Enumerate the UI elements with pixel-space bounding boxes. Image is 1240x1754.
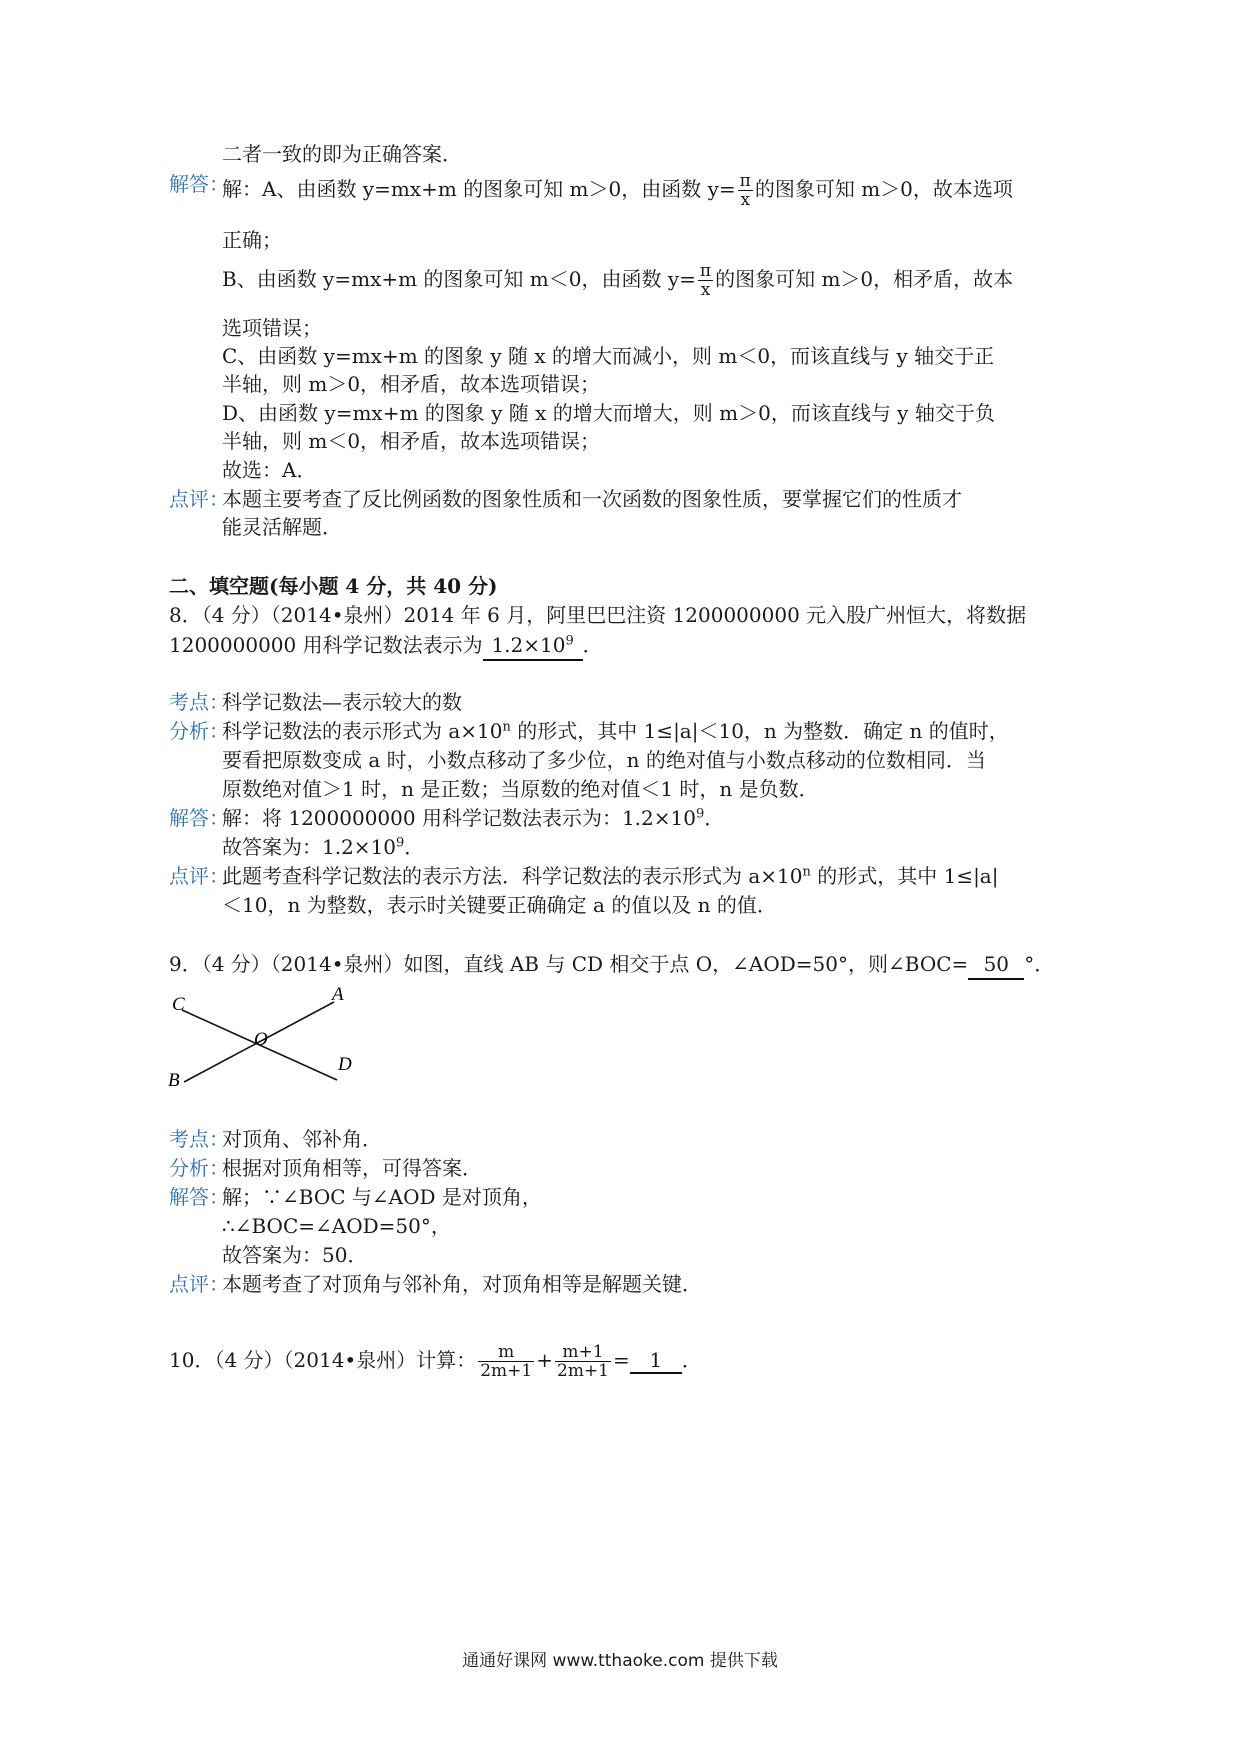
q8-fenxi-post: 的形式，其中 1≤|a|＜10，n 为整数．确定 n 的值时， <box>510 719 1009 743</box>
q10-eq: = <box>613 1348 630 1372</box>
q10-fraction-1 <box>478 1343 534 1380</box>
q10-f2-numerator: m+1 <box>555 1343 611 1362</box>
q9-fenxi-label: 分析： <box>169 1156 229 1180</box>
answer-d-line2: 半轴，则 m＜0，相矛盾，故本选项错误； <box>222 429 601 453</box>
fraction-numerator: π <box>699 261 712 281</box>
q9-dianping-label: 点评： <box>169 1272 229 1296</box>
q8-dianping-pre: 此题考查科学记数法的表示方法．科学记数法的表示形式为 a×10 <box>222 864 803 888</box>
q9-fenxi: 根据对顶角相等，可得答案． <box>222 1156 482 1180</box>
section-title: 二、填空题(每小题 4 分，共 40 分) <box>169 574 498 598</box>
answer-option-a <box>222 172 1013 209</box>
intersecting-lines-figure <box>162 982 372 1094</box>
answer-b-line2: 选项错误； <box>222 316 322 340</box>
q9-kaodian-label: 考点： <box>169 1127 229 1151</box>
q9-line1 <box>169 950 1054 980</box>
analysis-tail: 二者一致的即为正确答案． <box>222 142 462 166</box>
answer-a-pre: 解：A、由函数 y=mx+m 的图象可知 m＞0，由函数 y= <box>222 177 736 201</box>
q8-fenxi-line2: 要看把原数变成 a 时，小数点移动了多少位，n 的绝对值与小数点移动的位数相同．当 <box>222 748 986 772</box>
comment-label: 点评： <box>169 487 229 511</box>
answer-option-b <box>222 262 1013 299</box>
q8-line2 <box>169 631 603 661</box>
figure-label-a: A <box>332 984 344 1005</box>
comment-line1: 本题主要考查了反比例函数的图象性质和一次函数的图象性质，要掌握它们的性质才 <box>222 487 962 511</box>
q8-dianping-label: 点评： <box>169 864 229 888</box>
answer-choice: 故选：A． <box>222 458 317 482</box>
q8-fenxi-exp: n <box>502 719 511 735</box>
answer-c-line1: C、由函数 y=mx+m 的图象 y 随 x 的增大而减小，则 m＜0，而该直线与 y 轴交于正 <box>222 344 995 368</box>
q10-line <box>169 1338 702 1382</box>
q10-f1-numerator: m <box>478 1343 534 1362</box>
fraction-denominator: x <box>740 190 751 210</box>
q8-dianping-line1 <box>222 862 998 890</box>
q8-line2-pre: 1200000000 用科学记数法表示为 <box>169 633 483 657</box>
page-footer: 通通好课网 www.tthaoke.com 提供下载 <box>462 1651 778 1671</box>
fraction-pi-over-x-b <box>698 262 713 299</box>
answer-a-post: 的图象可知 m＞0，故本选项 <box>754 177 1013 201</box>
q9-jieda-line3: 故答案为：50． <box>222 1243 368 1267</box>
q8-dianping-post: 的形式，其中 1≤|a| <box>810 864 999 888</box>
q8-jieda-post: ． <box>704 806 725 830</box>
q8-kaodian: 科学记数法—表示较大的数 <box>222 690 462 714</box>
answer-a-line2: 正确； <box>222 228 282 252</box>
q8-jieda2-exp: 9 <box>396 835 405 851</box>
fraction-pi-over-x <box>738 172 753 209</box>
answer-c-line2: 半轴，则 m＞0，相矛盾，故本选项错误； <box>222 372 601 396</box>
q8-answer-base: 1.2×10 <box>491 633 566 657</box>
q10-f2-denominator: 2m+1 <box>557 1361 609 1381</box>
q9-dianping: 本题考查了对顶角与邻补角，对顶角相等是解题关键． <box>222 1272 702 1296</box>
answer-d-line1: D、由函数 y=mx+m 的图象 y 随 x 的增大而增大，则 m＞0，而该直线与 y 轴交于负 <box>222 401 995 425</box>
figure-label-o: O <box>254 1029 268 1050</box>
figure-label-d: D <box>338 1054 352 1075</box>
q8-jieda-exp: 9 <box>695 806 705 822</box>
q8-jieda-line2 <box>222 833 424 861</box>
q10-line-pre: 10．（4 分）（2014•泉州）计算： <box>169 1348 477 1372</box>
q8-jieda-label: 解答： <box>169 806 229 830</box>
q8-fenxi-line1 <box>222 717 1009 745</box>
q9-kaodian: 对顶角、邻补角． <box>222 1127 382 1151</box>
figure-label-c: C <box>172 994 185 1015</box>
q8-kaodian-label: 考点： <box>169 690 229 714</box>
q8-dianping-exp: n <box>802 864 811 880</box>
q10-plus: + <box>536 1348 553 1372</box>
q8-fenxi-pre: 科学记数法的表示形式为 a×10 <box>222 719 503 743</box>
q9-jieda-line1: 解；∵∠BOC 与∠AOD 是对顶角， <box>222 1185 542 1209</box>
q8-fenxi-label: 分析： <box>169 719 229 743</box>
q8-answer-exp: 9 <box>565 633 574 649</box>
q9-jieda-line2: ∴∠BOC=∠AOD=50°， <box>222 1214 451 1238</box>
q9-line1-post: °． <box>1024 952 1055 976</box>
q8-line1: 8．（4 分）（2014•泉州）2014 年 6 月，阿里巴巴注资 1200000000 元入股广州恒大，将数据 <box>169 603 1027 627</box>
q9-answer-blank: 50 <box>968 950 1024 980</box>
comment-line2: 能灵活解题． <box>222 515 342 539</box>
figure-label-b: B <box>168 1070 180 1091</box>
q8-jieda-line1 <box>222 804 724 832</box>
q8-line2-end: ． <box>582 633 603 657</box>
fraction-denominator: x <box>700 280 711 300</box>
q9-line1-pre: 9．（4 分）（2014•泉州）如图，直线 AB 与 CD 相交于点 O，∠AOD=50°，则∠BOC= <box>169 952 969 976</box>
answer-label: 解答： <box>169 172 229 196</box>
q10-f1-denominator: 2m+1 <box>480 1361 533 1381</box>
q9-jieda-label: 解答： <box>169 1185 229 1209</box>
q8-answer-blank <box>483 631 583 661</box>
answer-b-pre: B、由函数 y=mx+m 的图象可知 m＜0，由函数 y= <box>222 267 696 291</box>
q8-dianping-line2: ＜10，n 为整数，表示时关键要正确确定 a 的值以及 n 的值． <box>222 893 777 917</box>
q10-fraction-2 <box>555 1343 611 1380</box>
q8-fenxi-line3: 原数绝对值＞1 时，n 是正数；当原数的绝对值＜1 时，n 是负数． <box>222 777 819 801</box>
q10-end: ． <box>681 1348 702 1372</box>
answer-b-post: 的图象可知 m＞0，相矛盾，故本 <box>715 267 1014 291</box>
fraction-numerator: π <box>739 171 751 191</box>
q10-answer-blank: 1 <box>630 1348 682 1374</box>
q8-jieda-pre: 解：将 1200000000 用科学记数法表示为：1.2×10 <box>222 806 696 830</box>
q8-jieda2-pre: 故答案为：1.2×10 <box>222 835 397 859</box>
q8-jieda2-post: ． <box>404 835 425 859</box>
